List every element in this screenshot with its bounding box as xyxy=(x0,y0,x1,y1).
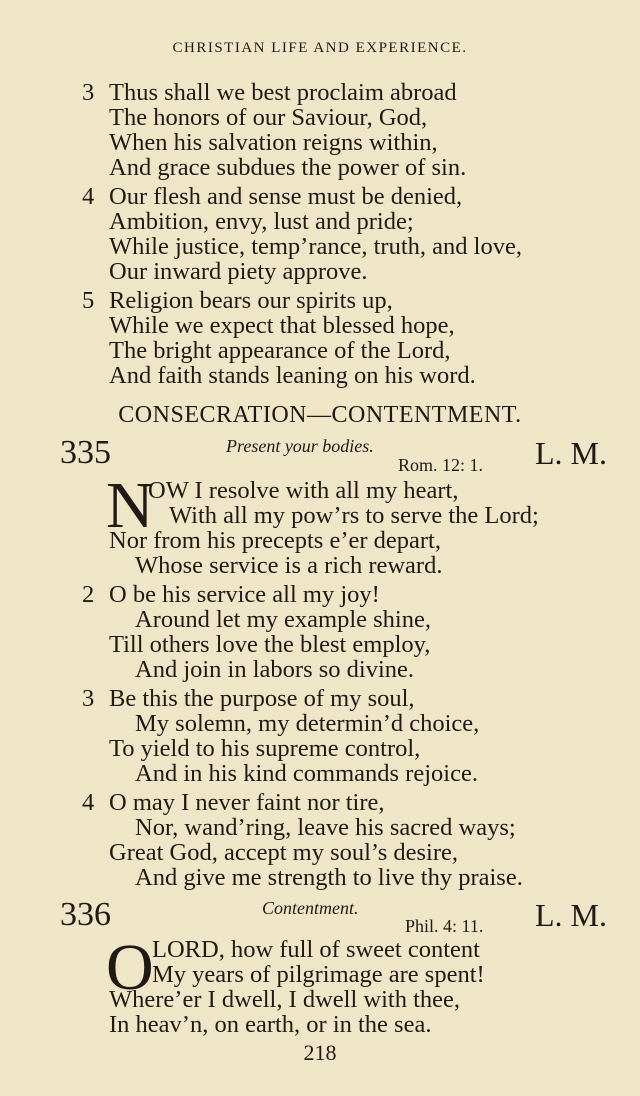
verse-line: Till others love the blest employ, xyxy=(109,631,431,658)
scripture-reference: Rom. 12: 1. xyxy=(398,455,484,475)
stanza-number: 4 xyxy=(82,789,95,816)
stanza-number: 5 xyxy=(82,287,95,314)
verse-line: Where’er I dwell, I dwell with thee, xyxy=(109,986,461,1013)
verse-line: Our flesh and sense must be denied, xyxy=(109,183,463,210)
scripture-reference: Phil. 4: 11. xyxy=(405,916,484,936)
stanza-number: 4 xyxy=(82,183,95,210)
verse-line: Nor, wand’ring, leave his sacred ways; xyxy=(135,814,516,841)
verse-line: And in his kind commands rejoice. xyxy=(135,760,478,787)
verse-line: Be this the purpose of my soul, xyxy=(109,685,415,712)
verse-line: The honors of our Saviour, God, xyxy=(109,104,428,131)
stanza-number: 3 xyxy=(82,79,95,106)
drop-cap: O xyxy=(106,931,154,1004)
verse-line: My years of pilgrimage are spent! xyxy=(152,961,485,988)
verse-line: Our inward piety approve. xyxy=(109,258,368,285)
verse-line: OW I resolve with all my heart, xyxy=(148,477,459,504)
verse-line: With all my pow’rs to serve the Lord; xyxy=(169,502,539,529)
verse-line: In heav’n, on earth, or in the sea. xyxy=(109,1011,432,1038)
stanza-number: 2 xyxy=(82,581,95,608)
verse-line: Ambition, envy, lust and pride; xyxy=(109,208,414,235)
hymn-number: 335 xyxy=(60,434,111,471)
verse-line: O may I never faint nor tire, xyxy=(109,789,385,816)
verse-line: LORD, how full of sweet content xyxy=(152,936,480,963)
verse-line: O be his service all my joy! xyxy=(109,581,380,608)
drop-cap: N xyxy=(106,469,154,542)
verse-line: Religion bears our spirits up, xyxy=(109,287,393,314)
verse-line: And grace subdues the power of sin. xyxy=(109,154,467,181)
verse-line: Around let my example shine, xyxy=(135,606,431,633)
verse-line: Thus shall we best proclaim abroad xyxy=(109,79,457,106)
hymn-title: Present your bodies. xyxy=(226,436,374,456)
verse-line: Great God, accept my soul’s desire, xyxy=(109,839,459,866)
verse-line: To yield to his supreme control, xyxy=(109,735,421,762)
verse-line: While we expect that blessed hope, xyxy=(109,312,455,339)
hymn-number: 336 xyxy=(60,896,111,933)
verse-line: And give me strength to live thy praise. xyxy=(135,864,523,891)
verse-line: The bright appearance of the Lord, xyxy=(109,337,451,364)
verse-line: My solemn, my determin’d choice, xyxy=(135,710,480,737)
verse-line: Whose service is a rich reward. xyxy=(135,552,443,579)
verse-line: And faith stands leaning on his word. xyxy=(109,362,476,389)
page-number: 218 xyxy=(303,1040,337,1065)
hymn-title: Contentment. xyxy=(262,898,359,918)
verse-line: While justice, temp’rance, truth, and love, xyxy=(109,233,522,260)
hymn-meter: L. M. xyxy=(535,435,607,471)
verse-line: And join in labors so divine. xyxy=(135,656,415,683)
hymn-meter: L. M. xyxy=(535,897,607,933)
section-heading: CONSECRATION—CONTENTMENT. xyxy=(118,402,522,428)
stanza-number: 3 xyxy=(82,685,95,712)
running-head: CHRISTIAN LIFE AND EXPERIENCE. xyxy=(172,40,468,56)
verse-line: Nor from his precepts e’er depart, xyxy=(109,527,441,554)
verse-line: When his salvation reigns within, xyxy=(109,129,438,156)
